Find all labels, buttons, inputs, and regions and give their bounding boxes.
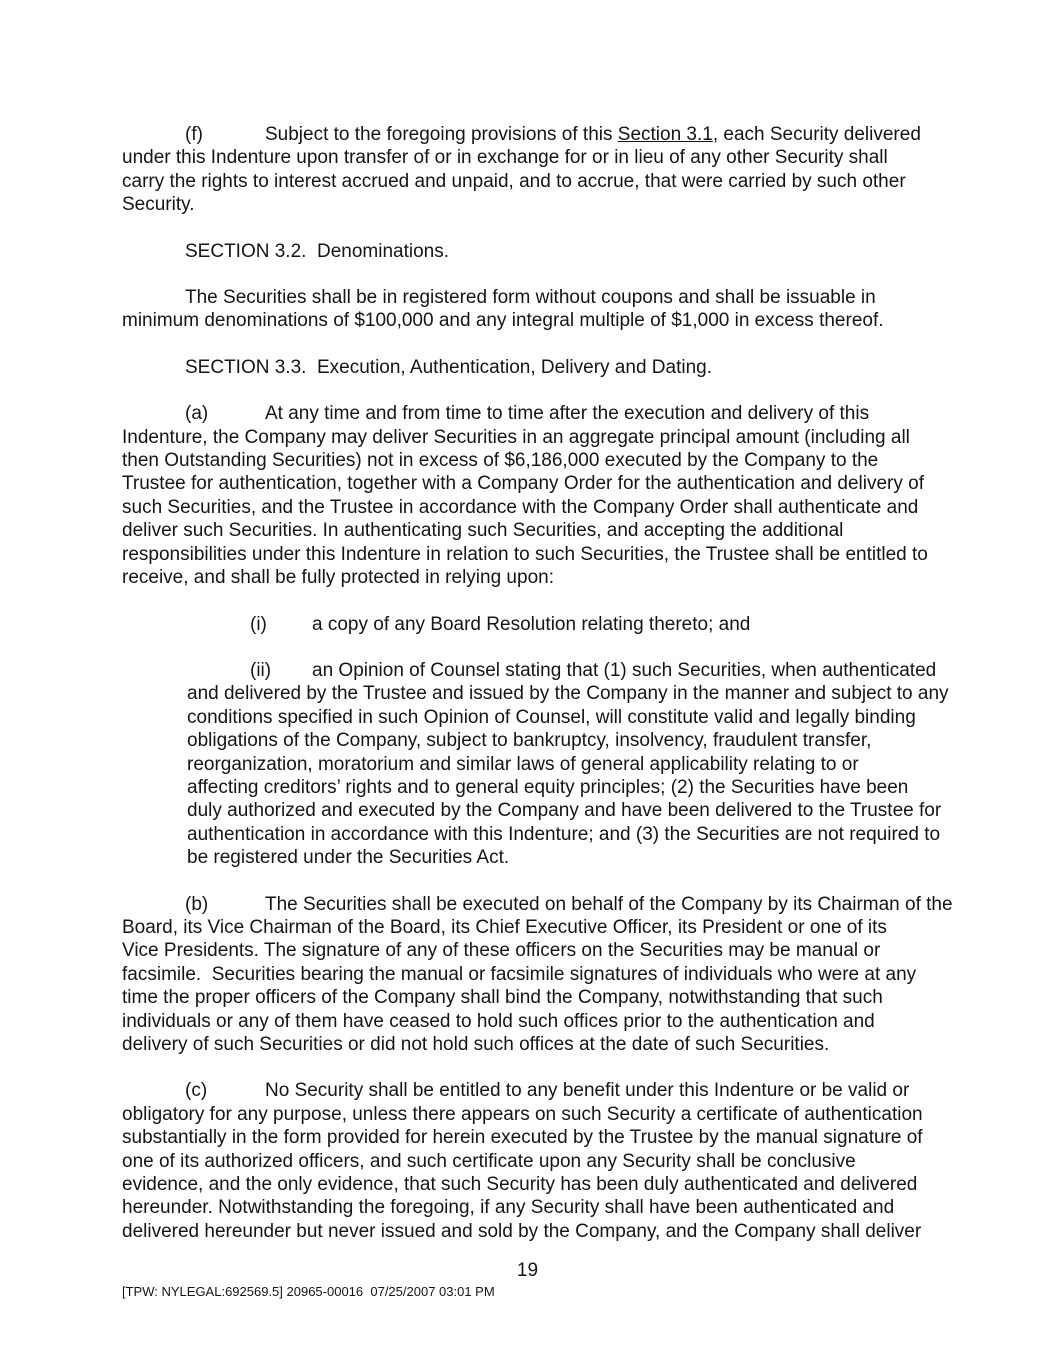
paragraph-c: [122, 1079, 1055, 1243]
clause-i-text: a copy of any Board Resolution relating thereto; and: [312, 613, 751, 635]
clause-ii: [187, 659, 1055, 870]
clause-ii-label: (ii): [250, 659, 272, 681]
clause-i: [187, 613, 1055, 636]
paragraph-a: [122, 402, 1055, 589]
paragraph-f-label: (f): [185, 124, 203, 145]
page-number: 19: [516, 1260, 539, 1281]
clause-ii-text: an Opinion of Counsel stating that (1) such Securities, when authenticated and delivered by the Trustee and issued by the Company in the manner and subject to any conditions specified in such Opinion of Counsel, will constitute valid and legally binding obligations of the Company, subject to bankruptcy, insolvency, fraudulent transfer, reorganization, moratorium and similar laws of general applicability relating to or affecting creditors’ rights and to general equity principles; (2) the Securities have been duly authorized and executed by the Company and have been delivered to the Trustee for authentication in accordance with this Indenture; and (3) the Securities are not required to be registered under the Securities Act.: [187, 659, 949, 869]
section-3-2-heading: SECTION 3.2. Denominations.: [185, 240, 449, 262]
clause-i-label: (i): [250, 613, 267, 635]
paragraph-b-label: (b): [185, 893, 209, 915]
section-3-2-body: The Securities shall be in registered form without coupons and shall be issuable in minimum denominations of $100,000 and any integral multiple of $1,000 in excess thereof.: [122, 287, 884, 332]
section-3-3-heading: SECTION 3.3. Execution, Authentication, Delivery and Dating.: [185, 356, 712, 378]
paragraph-b-text: The Securities shall be executed on behalf of the Company by its Chairman of the Board, its Vice Chairman of the Board, its Chief Executive Officer, its President or one of its Vice Presidents. The signature of any of these officers on the Securities may be manual or facsimile. Securities bearing the manual or facsimile signatures of individuals who were at any time the proper officers of the Company shall bind the Company, notwithstanding that such individuals or any of them have ceased to hold such offices prior to the authentication and delivery of such Securities or did not hold such offices at the date of such Securities.: [122, 893, 953, 1055]
section-3-1-reference[interactable]: Section 3.1: [617, 124, 713, 145]
paragraph-b: [122, 893, 1055, 1057]
paragraph-f-text-after: , each Security delivered under this Indenture upon transfer of or in exchange for or in lieu of any other Security shall carry the rights to interest accrued and unpaid, and to accrue, that were carried by such other Security.: [122, 124, 921, 216]
paragraph-c-text: No Security shall be entitled to any benefit under this Indenture or be valid or obligatory for any purpose, unless there appears on such Security a certificate of authentication substantially in the form provided for herein executed by the Trustee by the manual signature of one of its authorized officers, and such certificate upon any Security shall be conclusive evidence, and the only evidence, that such Security has been duly authenticated and delivered hereunder. Notwithstanding the foregoing, if any Security shall have been authenticated and delivered hereunder but never issued and sold by the Company, and the Company shall deliver: [122, 1080, 923, 1242]
footer-document-id: [TPW: NYLEGAL:692569.5] 20965-00016 07/25/2007 03:01 PM: [122, 1284, 495, 1299]
paragraph-a-text: At any time and from time to time after the execution and delivery of this Indenture, the Company may deliver Securities in an aggregate principal amount (including all then Outstanding Securities) not in excess of $6,186,000 executed by the Company to the Trustee for authentication, together with a Company Order for the authentication and delivery of such Securities, and the Trustee in accordance with the Company Order shall authenticate and deliver such Securities. In authenticating such Securities, and accepting the additional responsibilities under this Indenture in relation to such Securities, the Trustee shall be entitled to receive, and shall be fully protected in relying upon:: [122, 403, 928, 589]
paragraph-f: [122, 123, 1055, 217]
paragraph-c-label: (c): [185, 1080, 208, 1102]
paragraph-f-text-before: Subject to the foregoing provisions of this: [265, 124, 618, 145]
paragraph-a-label: (a): [185, 403, 209, 425]
